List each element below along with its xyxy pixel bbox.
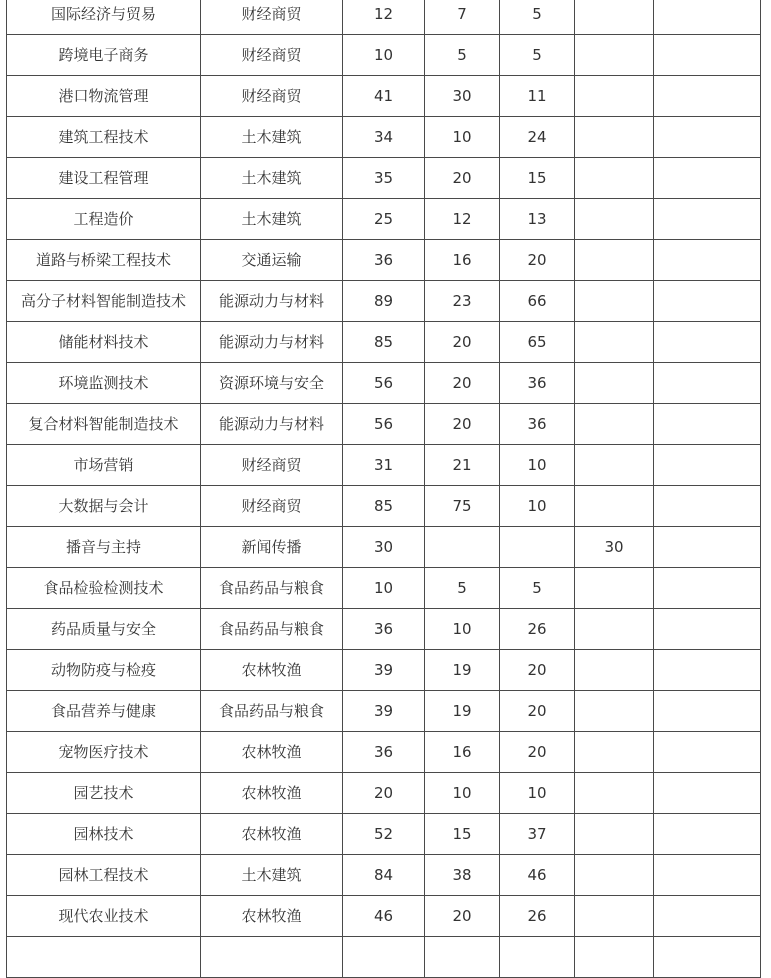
count-b-cell: 36: [500, 363, 575, 404]
major-name-cell: 园艺技术: [7, 773, 201, 814]
count-a-cell: 19: [425, 691, 500, 732]
count-c-cell: [575, 773, 654, 814]
major-name-cell: 食品营养与健康: [7, 691, 201, 732]
count-c-cell: [575, 814, 654, 855]
total-count-cell: 84: [343, 855, 425, 896]
major-category-cell: 能源动力与材料: [201, 281, 343, 322]
major-category-cell: 食品药品与粮食: [201, 609, 343, 650]
count-a-cell: 12: [425, 199, 500, 240]
major-name-cell: 药品质量与安全: [7, 609, 201, 650]
major-category-cell: 交通运输: [201, 240, 343, 281]
total-count-cell: 41: [343, 76, 425, 117]
count-d-cell: [654, 117, 761, 158]
major-name-cell: 高分子材料智能制造技术: [7, 281, 201, 322]
count-d-cell: [654, 158, 761, 199]
count-c-cell: [575, 0, 654, 35]
total-count-cell: 10: [343, 35, 425, 76]
count-c-cell: [575, 568, 654, 609]
total-count-cell: 31: [343, 445, 425, 486]
table-row: [7, 404, 761, 445]
count-b-cell: 66: [500, 281, 575, 322]
count-b-cell: 5: [500, 35, 575, 76]
count-d-cell: [654, 445, 761, 486]
total-count-cell: 20: [343, 773, 425, 814]
total-count-cell: 34: [343, 117, 425, 158]
table-row: [7, 855, 761, 896]
table-row: [7, 486, 761, 527]
table-row: [7, 158, 761, 199]
major-category-cell: 财经商贸: [201, 76, 343, 117]
count-a-cell: 75: [425, 486, 500, 527]
total-count-cell: 85: [343, 322, 425, 363]
count-a-cell: 16: [425, 240, 500, 281]
table-body: [7, 0, 761, 978]
major-name-cell: 建设工程管理: [7, 158, 201, 199]
total-count-cell: 39: [343, 650, 425, 691]
count-d-cell: [654, 240, 761, 281]
table-row: [7, 76, 761, 117]
count-d-cell: [654, 199, 761, 240]
count-c-cell: [575, 35, 654, 76]
count-a-cell: 23: [425, 281, 500, 322]
count-a-cell: 20: [425, 404, 500, 445]
total-count-cell: 56: [343, 363, 425, 404]
enrollment-plan-table: [6, 0, 761, 978]
total-count-cell: 85: [343, 486, 425, 527]
table-row: [7, 199, 761, 240]
count-d-cell: [654, 35, 761, 76]
total-count-cell: 89: [343, 281, 425, 322]
count-b-cell: 15: [500, 158, 575, 199]
count-d-cell: [654, 814, 761, 855]
count-b-cell: 36: [500, 404, 575, 445]
total-count-cell: 25: [343, 199, 425, 240]
enrollment-table-container: [6, 0, 761, 978]
total-count-cell: 35: [343, 158, 425, 199]
major-category-cell: 新闻传播: [201, 527, 343, 568]
major-category-cell: 能源动力与材料: [201, 322, 343, 363]
major-name-cell: 宠物医疗技术: [7, 732, 201, 773]
total-count-cell: 56: [343, 404, 425, 445]
count-d-cell: [654, 76, 761, 117]
count-c-cell: [575, 609, 654, 650]
major-category-cell: 土木建筑: [201, 199, 343, 240]
count-b-cell: 65: [500, 322, 575, 363]
table-row: [7, 322, 761, 363]
count-d-cell: [654, 650, 761, 691]
count-d-cell: [654, 322, 761, 363]
count-d-cell: [654, 363, 761, 404]
major-category-cell: 财经商贸: [201, 445, 343, 486]
count-b-cell: 10: [500, 445, 575, 486]
count-c-cell: [575, 199, 654, 240]
count-a-cell: 20: [425, 322, 500, 363]
major-category-cell: 农林牧渔: [201, 732, 343, 773]
count-d-cell: [654, 281, 761, 322]
major-category-cell: [201, 937, 343, 978]
major-category-cell: 土木建筑: [201, 117, 343, 158]
count-d-cell: [654, 937, 761, 978]
table-row: [7, 732, 761, 773]
count-d-cell: [654, 486, 761, 527]
major-name-cell: 储能材料技术: [7, 322, 201, 363]
count-b-cell: [500, 527, 575, 568]
count-c-cell: [575, 363, 654, 404]
count-d-cell: [654, 855, 761, 896]
major-category-cell: 资源环境与安全: [201, 363, 343, 404]
count-b-cell: 10: [500, 486, 575, 527]
major-name-cell: 园林工程技术: [7, 855, 201, 896]
major-name-cell: [7, 937, 201, 978]
count-b-cell: 26: [500, 609, 575, 650]
major-name-cell: 国际经济与贸易: [7, 0, 201, 35]
count-a-cell: 10: [425, 773, 500, 814]
count-c-cell: [575, 855, 654, 896]
count-c-cell: [575, 445, 654, 486]
count-a-cell: [425, 527, 500, 568]
count-a-cell: 30: [425, 76, 500, 117]
table-row: [7, 0, 761, 35]
count-c-cell: [575, 896, 654, 937]
count-b-cell: 20: [500, 240, 575, 281]
count-a-cell: 5: [425, 568, 500, 609]
count-c-cell: [575, 691, 654, 732]
count-b-cell: 46: [500, 855, 575, 896]
table-row: [7, 445, 761, 486]
major-category-cell: 财经商贸: [201, 0, 343, 35]
table-row: [7, 568, 761, 609]
count-d-cell: [654, 691, 761, 732]
count-a-cell: 38: [425, 855, 500, 896]
major-category-cell: 能源动力与材料: [201, 404, 343, 445]
total-count-cell: 39: [343, 691, 425, 732]
count-a-cell: 7: [425, 0, 500, 35]
table-row: [7, 896, 761, 937]
major-name-cell: 动物防疫与检疫: [7, 650, 201, 691]
count-c-cell: [575, 281, 654, 322]
total-count-cell: 52: [343, 814, 425, 855]
count-a-cell: 16: [425, 732, 500, 773]
count-a-cell: 10: [425, 117, 500, 158]
count-c-cell: [575, 240, 654, 281]
count-b-cell: 20: [500, 691, 575, 732]
count-d-cell: [654, 568, 761, 609]
major-category-cell: 食品药品与粮食: [201, 691, 343, 732]
total-count-cell: 12: [343, 0, 425, 35]
major-category-cell: 农林牧渔: [201, 773, 343, 814]
total-count-cell: 10: [343, 568, 425, 609]
major-category-cell: 农林牧渔: [201, 650, 343, 691]
count-b-cell: [500, 937, 575, 978]
count-d-cell: [654, 896, 761, 937]
count-b-cell: 24: [500, 117, 575, 158]
table-row: [7, 691, 761, 732]
count-c-cell: [575, 404, 654, 445]
count-b-cell: 10: [500, 773, 575, 814]
total-count-cell: 36: [343, 732, 425, 773]
table-row: [7, 650, 761, 691]
count-d-cell: [654, 527, 761, 568]
count-a-cell: 5: [425, 35, 500, 76]
count-d-cell: [654, 404, 761, 445]
table-row: [7, 117, 761, 158]
table-row: [7, 363, 761, 404]
major-category-cell: 农林牧渔: [201, 814, 343, 855]
table-row: [7, 814, 761, 855]
count-a-cell: 10: [425, 609, 500, 650]
major-name-cell: 食品检验检测技术: [7, 568, 201, 609]
total-count-cell: [343, 937, 425, 978]
count-b-cell: 11: [500, 76, 575, 117]
total-count-cell: 30: [343, 527, 425, 568]
count-b-cell: 5: [500, 0, 575, 35]
major-name-cell: 建筑工程技术: [7, 117, 201, 158]
total-count-cell: 36: [343, 240, 425, 281]
count-c-cell: [575, 937, 654, 978]
major-name-cell: 园林技术: [7, 814, 201, 855]
major-category-cell: 土木建筑: [201, 855, 343, 896]
major-name-cell: 工程造价: [7, 199, 201, 240]
major-category-cell: 财经商贸: [201, 486, 343, 527]
major-name-cell: 道路与桥梁工程技术: [7, 240, 201, 281]
total-count-cell: 46: [343, 896, 425, 937]
major-name-cell: 播音与主持: [7, 527, 201, 568]
count-d-cell: [654, 732, 761, 773]
count-c-cell: [575, 76, 654, 117]
count-c-cell: [575, 117, 654, 158]
count-b-cell: 26: [500, 896, 575, 937]
total-count-cell: 36: [343, 609, 425, 650]
major-name-cell: 环境监测技术: [7, 363, 201, 404]
count-b-cell: 13: [500, 199, 575, 240]
count-a-cell: 20: [425, 363, 500, 404]
count-a-cell: 15: [425, 814, 500, 855]
count-a-cell: 19: [425, 650, 500, 691]
major-name-cell: 港口物流管理: [7, 76, 201, 117]
count-a-cell: [425, 937, 500, 978]
count-b-cell: 20: [500, 732, 575, 773]
table-row: [7, 240, 761, 281]
count-c-cell: 30: [575, 527, 654, 568]
table-row: [7, 609, 761, 650]
count-b-cell: 37: [500, 814, 575, 855]
table-row: [7, 35, 761, 76]
count-b-cell: 20: [500, 650, 575, 691]
major-category-cell: 农林牧渔: [201, 896, 343, 937]
count-a-cell: 20: [425, 896, 500, 937]
count-d-cell: [654, 0, 761, 35]
count-c-cell: [575, 650, 654, 691]
major-category-cell: 财经商贸: [201, 35, 343, 76]
major-name-cell: 复合材料智能制造技术: [7, 404, 201, 445]
count-a-cell: 21: [425, 445, 500, 486]
major-category-cell: 食品药品与粮食: [201, 568, 343, 609]
major-name-cell: 跨境电子商务: [7, 35, 201, 76]
major-name-cell: 市场营销: [7, 445, 201, 486]
count-d-cell: [654, 609, 761, 650]
table-row: [7, 281, 761, 322]
major-name-cell: 大数据与会计: [7, 486, 201, 527]
count-a-cell: 20: [425, 158, 500, 199]
count-c-cell: [575, 158, 654, 199]
major-category-cell: 土木建筑: [201, 158, 343, 199]
major-name-cell: 现代农业技术: [7, 896, 201, 937]
table-row: [7, 937, 761, 978]
count-c-cell: [575, 322, 654, 363]
table-row: [7, 527, 761, 568]
count-c-cell: [575, 732, 654, 773]
table-row: [7, 773, 761, 814]
count-c-cell: [575, 486, 654, 527]
count-b-cell: 5: [500, 568, 575, 609]
count-d-cell: [654, 773, 761, 814]
